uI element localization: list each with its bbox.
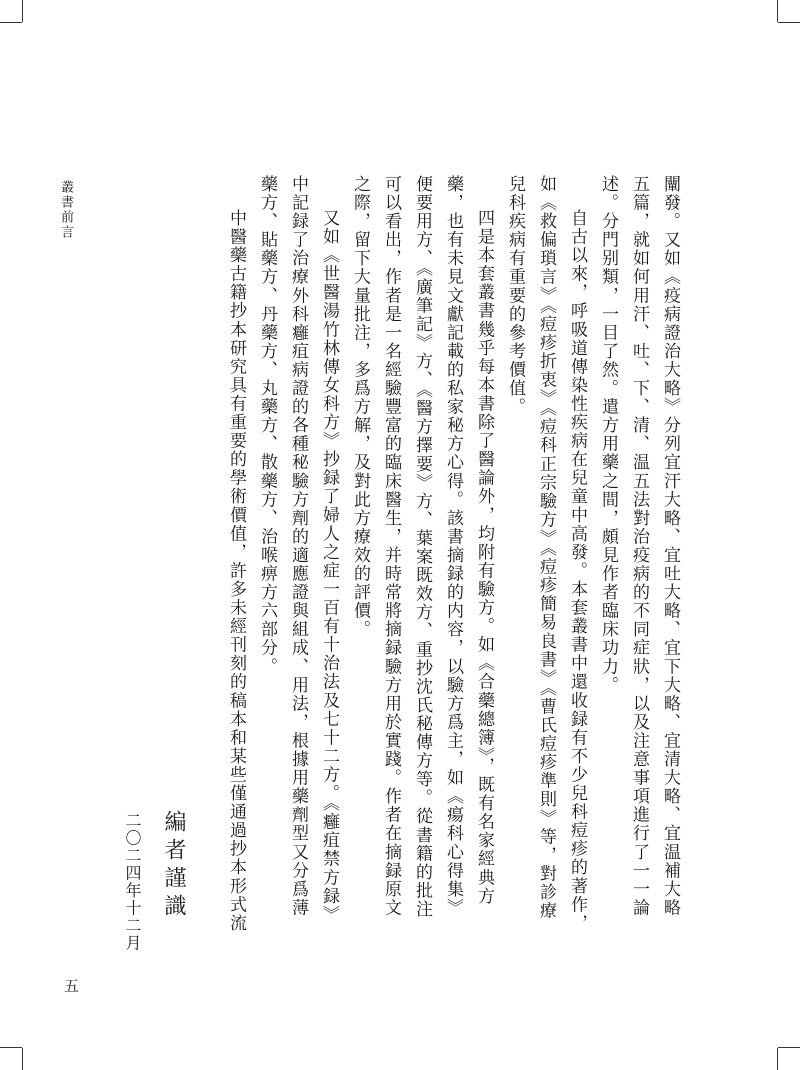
paragraph: 又如《世醫湯竹林傳女科方》抄録了婦人之症一百有十治法及七十二方。《癰疽禁方録》中記録了治療外科癰疽病證的各種秘驗方劑的適應證與組成、用法，根據用藥劑型又分爲薄藥方、貼藥方、丹藥方、丸藥方、散藥方、治喉痹方六部分。	[257, 175, 339, 924]
crop-mark	[778, 22, 800, 23]
paragraph: 中醫藥古籍抄本研究具有重要的學術價值，許多未經刊刻的稿本和某些僅通過抄本形式流	[226, 209, 246, 933]
crop-mark	[0, 1047, 22, 1048]
date-line: 二〇二四年十二月	[123, 812, 142, 952]
crop-mark	[777, 1048, 778, 1070]
page-number: 五	[64, 977, 80, 995]
running-header: 叢書前言	[58, 180, 73, 240]
crop-mark	[22, 1048, 23, 1070]
crop-mark	[22, 0, 23, 22]
paragraph: 四是本套叢書幾乎每本書除了醫論外，均附有驗方。如《合藥總簿》，既有名家經典方藥，也有未見文獻記載的私家秘方心得。該書摘録的内容，以驗方爲主，如《瘍科心得集》便要用方、《廣筆記》方、《醫方擇要》方、葉案既效方、重抄沈氏秘傳方等。從書籍的批注可以看出，作者是一名經驗豐富的臨床醫生，并時常將摘録驗方用於實踐。作者在摘録原文之際，留下大量批注，多爲方解，及對此方療效的評價。	[350, 175, 494, 919]
paragraph: 闡發。又如《疫病證治大略》分列宜汗大略、宜吐大略、宜下大略、宜清大略、宜温補大略五篇，就如何用汗、吐、下、清、温五法對治疫病的不同症狀，以及注意事項進行了一一論述。分門别類，一目了然。遣方用藥之間，頗見作者臨床功力。	[598, 175, 680, 917]
crop-mark	[0, 22, 22, 23]
crop-mark	[777, 0, 778, 22]
paragraph: 自古以來，呼吸道傳染性疾病在兒童中高發。本套叢書中還收録有不少兒科痘疹的著作，如《救偏瑣言》《痘疹折衷》《痘科正宗驗方》《痘疹簡易良書》《曹氏痘疹準則》等，對診療兒科疾病有重要的參考價值。	[505, 175, 587, 933]
body-text	[225, 175, 685, 935]
crop-mark	[778, 1047, 800, 1048]
signature: 編者謹識	[161, 810, 186, 922]
